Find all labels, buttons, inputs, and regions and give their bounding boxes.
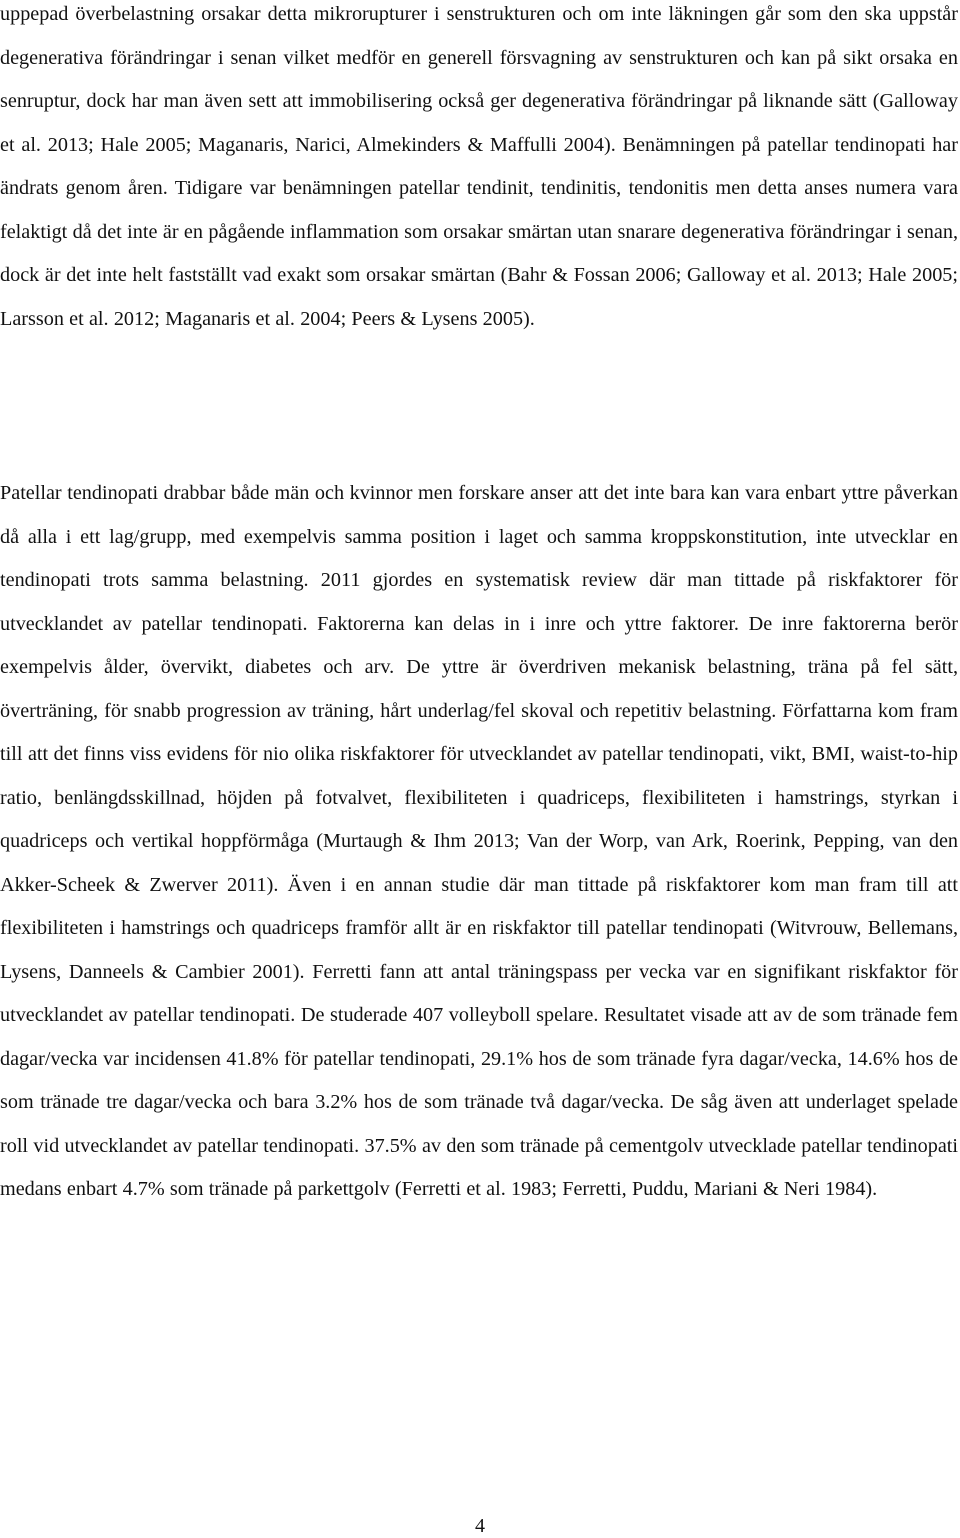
body-paragraph-1: uppepad överbelastning orsakar detta mikrorupturer i senstrukturen och om inte läkningen går som den ska uppstår degenerativa förändringar i senan vilket medför en generell försvagning av senstrukturen och kan på sikt orsaka en senruptur, dock har man även sett att immobilisering också ger degenerativa förändringar på liknande sätt (Galloway et al. 2013; Hale 2005; Maganaris, Narici, Almekinders & Maffulli 2004). Benämningen på patellar tendinopati har ändrats genom åren. Tidigare var benämningen patellar tendinit, tendinitis, tendonitis men detta anses numera vara felaktigt då det inte är en pågående inflammation som orsakar smärtan utan snarare degenerativa förändringar i senan, dock är det inte helt fastställt vad exakt som orsakar smärtan (Bahr & Fossan 2006; Galloway et al. 2013; Hale 2005; Larsson et al. 2012; Maganaris et al. 2004; Peers & Lysens 2005). (0, 3, 958, 330)
body-paragraph-2: Patellar tendinopati drabbar både män och kvinnor men forskare anser att det inte bara kan vara enbart yttre påverkan då alla i ett lag/grupp, med exempelvis samma position i laget och samma kroppskonstitution, inte utvecklar en tendinopati trots samma belastning. 2011 gjordes en systematisk review där man tittade på riskfaktorer för utvecklandet av patellar tendinopati. Faktorerna kan delas in i inre och yttre faktorer. De inre faktorerna berör exempelvis ålder, övervikt, diabetes och arv. De yttre är överdriven mekanisk belastning, träna på fel sätt, överträning, för snabb progression av träning, hårt underlag/fel skoval och repetitiv belastning. Författarna kom fram till att det finns viss evidens för nio olika riskfaktorer för utvecklandet av patellar tendinopati, vikt, BMI, waist-to-hip ratio, benlängdsskillnad, höjden på fotvalvet, flexibiliteten i quadriceps, flexibiliteten i hamstrings, styrkan i quadriceps och vertikal hoppförmåga (Murtaugh & Ihm 2013; Van der Worp, van Ark, Roerink, Pepping, van den Akker-Scheek & Zwerver 2011). Även i en annan studie där man tittade på riskfaktorer kom man fram till att flexibiliteten i hamstrings och quadriceps framför allt är en riskfaktor till patellar tendinopati (Witvrouw, Bellemans, Lysens, Danneels & Cambier 2001). Ferretti fann att antal träningspass per vecka var en signifikant riskfaktor för utvecklandet av patellar tendinopati. De studerade 407 volleyboll spelare. Resultatet visade att av de som tränade fem dagar/vecka var incidensen 41.8% för patellar tendinopati, 29.1% hos de som tränade fyra dagar/vecka, 14.6% hos de som tränade tre dagar/vecka och bara 3.2% hos de som tränade två dagar/vecka. De såg även att underlaget spelade roll vid utvecklandet av patellar tendinopati. 37.5% av den som tränade på cementgolv utvecklade patellar tendinopati medans enbart 4.7% som tränade på parkettgolv (Ferretti et al. 1983; Ferretti, Puddu, Mariani & Neri 1984). (0, 482, 958, 1200)
page-number: 4 (475, 1515, 485, 1537)
